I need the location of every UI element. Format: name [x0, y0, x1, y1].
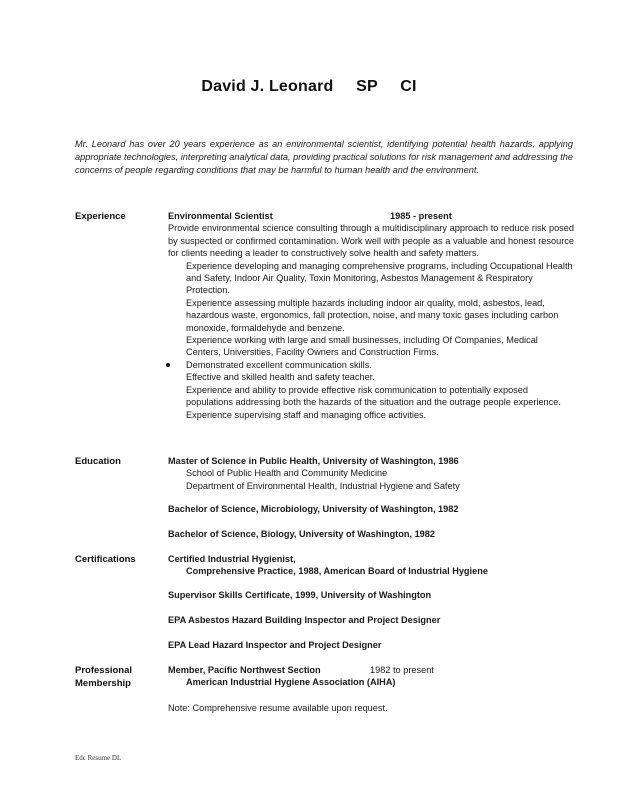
- cert-epa-asbestos: EPA Asbestos Hazard Building Inspector and Project Designer: [168, 615, 441, 625]
- experience-bullet: Experience assessing multiple hazards including indoor air quality, mold, asbestos, lead, hazardous waste, ergonomics, fall protection, noise, and many toxic gases including carbon monoxide, formaldehyde and benzene.: [186, 297, 559, 333]
- cert-epa-lead: EPA Lead Hazard Inspector and Project Designer: [168, 640, 382, 650]
- resume-note: Note: Comprehensive resume available upon request.: [168, 703, 388, 713]
- membership-section: [168, 664, 434, 689]
- job-dates: 1985 - present: [390, 211, 452, 221]
- membership-org: American Industrial Hygiene Association (AIHA): [186, 677, 396, 688]
- certifications-label: Certifications: [75, 554, 136, 565]
- person-name: David J. Leonard: [201, 78, 334, 95]
- resume-name-header: [0, 78, 618, 96]
- degree-masters-school: School of Public Health and Community Medicine: [186, 468, 388, 479]
- membership-dates: 1982 to present: [370, 665, 434, 675]
- membership-label: Professional Membership: [75, 665, 133, 689]
- degree-masters: Master of Science in Public Health, University of Washington, 1986: [168, 456, 459, 466]
- file-footer: Edc Resume DL: [75, 754, 122, 762]
- experience-label: Experience: [75, 211, 126, 222]
- bullet-dot-icon: [166, 363, 170, 367]
- experience-bullet-list: [168, 260, 574, 421]
- membership-heading: [168, 664, 434, 676]
- degree-masters-department: Department of Environmental Health, Industrial Hygiene and Safety: [186, 480, 460, 491]
- credential-sp: SP: [356, 78, 378, 95]
- cert-cih-detail: Comprehensive Practice, 1988, American Board of Industrial Hygiene: [186, 566, 488, 577]
- experience-bullet: Demonstrated excellent communication skills.: [168, 359, 574, 371]
- experience-bullet: Experience supervising staff and managing office activities.: [186, 409, 427, 420]
- degree-bachelor-microbiology: Bachelor of Science, Microbiology, University of Washington, 1982: [168, 504, 459, 514]
- experience-section: [168, 210, 574, 421]
- experience-bullet: Effective and skilled health and safety teacher.: [186, 372, 375, 383]
- job-title: Environmental Scientist: [168, 211, 273, 221]
- credential-ci: CI: [400, 78, 417, 95]
- certifications-section: [168, 553, 488, 578]
- experience-heading: [168, 210, 574, 222]
- education-section: [168, 455, 460, 492]
- experience-bullet: Experience and ability to provide effective risk communication to potentially exposed populations addressing both the hazards of the situation and the outrage people experience.: [186, 384, 561, 408]
- experience-bullet: Experience working with large and small businesses, including Of Companies, Medical Centers, Universities, Facility Owners and Construction Firms.: [186, 335, 538, 358]
- summary-paragraph: Mr. Leonard has over 20 years experience as an environmental scientist, identifying potential health hazards, applying appropriate technologies, interpreting analytical data, providing practical solutions for risk management and addressing the concerns of people regarding conditions that may be harmful to human health and the environment.: [75, 139, 573, 175]
- cert-cih: Certified Industrial Hygienist,: [168, 554, 296, 564]
- cert-supervisor: Supervisor Skills Certificate, 1999, University of Washington: [168, 590, 432, 600]
- experience-bullet: Experience developing and managing comprehensive programs, including Occupational Health and Safety, Indoor Air Quality, Toxin Monitoring, Asbestos Management & Respiratory Protection.: [186, 260, 573, 296]
- membership-role: Member, Pacific Northwest Section: [168, 665, 321, 675]
- experience-description: Provide environmental science consulting through a multidisciplinary approach to reduce risk posed by suspected or confirmed contamination. Work well with people as a valuable and honest resource for clients needing a leader to constructively solve health and safety matters.: [168, 223, 574, 259]
- degree-bachelor-biology: Bachelor of Science, Biology, University of Washington, 1982: [168, 529, 436, 539]
- education-label: Education: [75, 456, 121, 467]
